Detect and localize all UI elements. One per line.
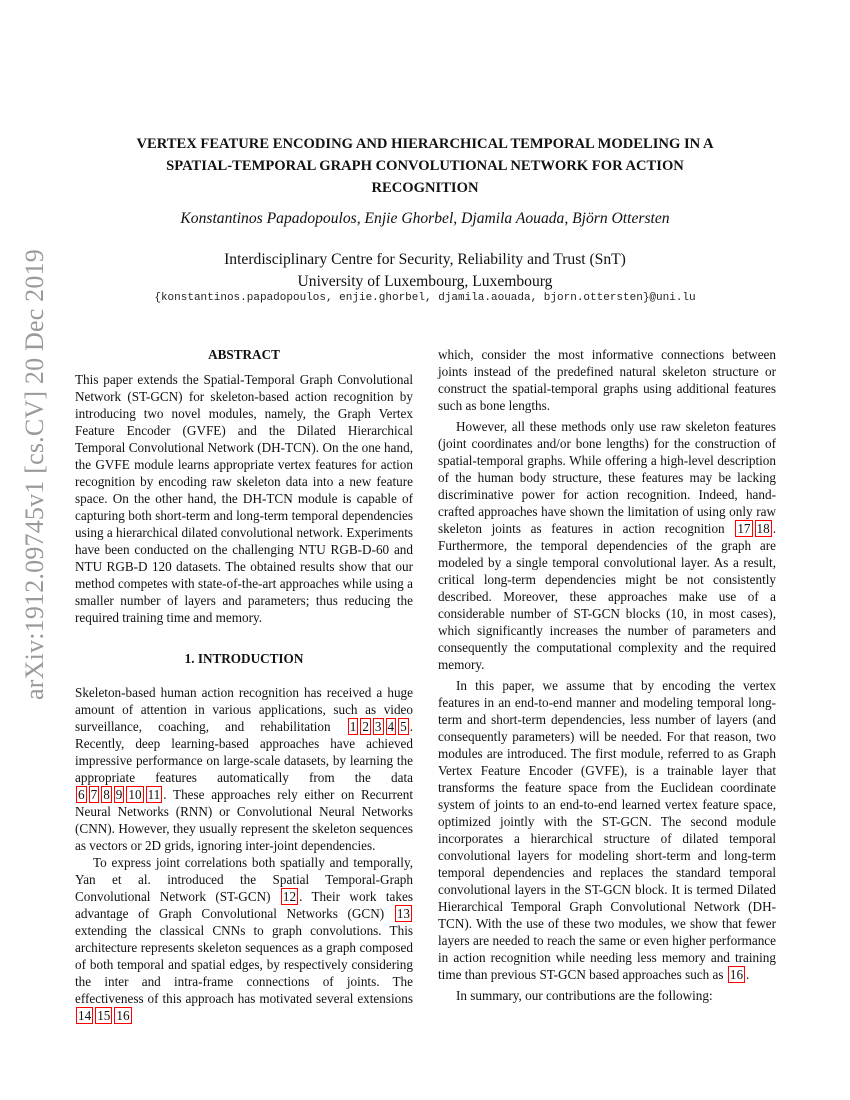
intro-p2-text-c: extending the classical CNNs to graph convolutions. This architecture represents skeleton sequences as a graph composed of both temporal and spatial edges, by respectively considering the inter and intra-frame connections of joints. The effectiveness of this approach has motivated several extensions	[75, 923, 413, 1006]
citation-link[interactable]: 18	[756, 521, 770, 536]
citation-link[interactable]: 10	[128, 787, 142, 802]
affiliation-line-2: University of Luxembourg, Luxembourg	[297, 273, 553, 290]
left-column	[75, 346, 413, 1024]
intro-paragraph-1	[75, 684, 413, 854]
citation-link[interactable]: 4	[387, 719, 395, 734]
author-list: Konstantinos Papadopoulos, Enjie Ghorbel, Djamila Aouada, Björn Ottersten	[180, 210, 670, 227]
author-emails: {konstantinos.papadopoulos, enjie.ghorbel, djamila.aouada, bjorn.ottersten}@uni.lu	[154, 292, 696, 304]
intro-paragraph-3: which, consider the most informative connections between joints instead of the predefined natural skeleton structure or construct the spatial-temporal graphs using additional features such as bone lengths.	[438, 347, 776, 413]
citation-link[interactable]: 1	[349, 719, 357, 734]
citation-link[interactable]: 11	[147, 787, 161, 802]
right-column	[438, 346, 776, 1004]
title-line-1: VERTEX FEATURE ENCODING AND HIERARCHICAL TEMPORAL MODELING IN A	[136, 136, 714, 152]
intro-p5-text-b: .	[746, 967, 750, 982]
intro-paragraph-6: In summary, our contributions are the following:	[456, 988, 713, 1003]
intro-heading: 1. INTRODUCTION	[184, 651, 304, 666]
citation-link[interactable]: 12	[282, 889, 297, 904]
citation-link[interactable]: 6	[78, 787, 85, 802]
affiliation	[0, 249, 850, 293]
citation-link[interactable]: 7	[90, 787, 98, 802]
intro-paragraph-5	[438, 677, 776, 983]
citation-link[interactable]: 13	[396, 906, 410, 921]
paper-title	[80, 133, 770, 199]
intro-p5-text-a: In this paper, we assume that by encoding the vertex features in an end-to-end manner and modeling temporal long-term and short-term dependencies, less number of layers (and consequently parameters) will be needed. For that reason, two modules are introduced. The first module, referred to as Graph Vertex Feature Encoder (GVFE), is a trainable layer that transforms the feature space from the Euclidean coordinate system of joints to an end-to-end learned vertex feature space, optimized jointly with the ST-GCN. The second module incorporates a hierarchical structure of dilated temporal convolutional layers for modeling short-term and long-term temporal dependencies and replaces the standard temporal convolutional layers in the ST-GCN block. It is termed Dilated Hierarchical Temporal Graph Convolutional Network (DH-TCN). With the use of these two modules, we show that fewer layers are needed to reach the same or even higher performance in action recognition while needing less memory and training time than previous ST-GCN based approaches such as	[438, 678, 776, 982]
citation-link[interactable]: 15	[97, 1008, 111, 1023]
title-line-2: SPATIAL-TEMPORAL GRAPH CONVOLUTIONAL NETWORK FOR ACTION	[166, 158, 684, 174]
intro-p4-text-b: . Furthermore, the temporal dependencies of the graph are modeled by a single temporal convolutional layer. As a result, critical long-term dependencies might be not consistently described. Moreover, these approaches make use of a considerable number of ST-GCN blocks (10, in most cases), which significantly increases the number of parameters and consequently the computational complexity and the required memory.	[438, 521, 776, 672]
affiliation-line-1: Interdisciplinary Centre for Security, Reliability and Trust (SnT)	[224, 251, 626, 268]
citation-link[interactable]: 17	[737, 521, 751, 536]
citation-link[interactable]: 16	[116, 1008, 130, 1023]
intro-p4-text-a: However, all these methods only use raw skeleton features (joint coordinates and/or bone lengths) for the construction of spatial-temporal graphs. While offering a high-level description of the human body structure, these features may be lacking discriminative power for action recognition. Indeed, hand-crafted approaches have shown the limitation of using only raw skeleton joints as features in action recognition	[438, 419, 776, 536]
intro-paragraph-2	[75, 854, 413, 1024]
citation-link[interactable]: 5	[400, 719, 407, 734]
abstract-text: This paper extends the Spatial-Temporal Graph Convolutional Network (ST-GCN) for skeleton-based action recognition by introducing two novel modules, namely, the Graph Vertex Feature Encoder (GVFE) and the Dilated Hierarchical Temporal Convolutional Network (DH-TCN). On the one hand, the GVFE module learns appropriate vertex features for action recognition by encoding raw skeleton data into a new feature space. On the other hand, the DH-TCN module is capable of capturing both short-term and long-term temporal dependencies using a hierarchical dilated convolutional network. Experiments have been conducted on the challenging NTU RGB-D-60 and NTU RGB-D 120 datasets. The obtained results show that our method competes with state-of-the-art approaches while using a smaller number of layers and parameters; thus reducing the required training time and memory.	[75, 372, 414, 625]
citation-link[interactable]: 14	[78, 1008, 92, 1023]
intro-p1-text-a: Skeleton-based human action recognition has received a huge amount of attention in various applications, such as video surveillance, coaching, and rehabilitation	[75, 685, 413, 734]
citation-link[interactable]: 16	[729, 967, 744, 982]
citation-link[interactable]: 9	[115, 787, 123, 802]
arxiv-stamp: arXiv:1912.09745v1 [cs.CV] 20 Dec 2019	[20, 249, 49, 700]
intro-paragraph-4	[438, 418, 776, 673]
intro-p1-text-c: . These approaches rely either on Recurrent Neural Networks (RNN) or Convolutional Neural Networks (CNN). However, they usually represent the skeleton sequences as vectors or 2D grids, ignoring inter-joint dependencies.	[75, 787, 413, 853]
citation-link[interactable]: 8	[103, 787, 110, 802]
citation-link[interactable]: 2	[362, 719, 369, 734]
intro-p1-text-b: . Recently, deep learning-based approaches have achieved impressive performance on large-scale datasets, by learning the appropriate features automatically from the data	[75, 719, 413, 785]
abstract-heading: ABSTRACT	[208, 347, 280, 362]
intro-p2-text-a: To express joint correlations both spatially and temporally, Yan et al. introduced the Spatial Temporal-Graph Convolutional Network (ST-GCN)	[75, 855, 413, 904]
citation-link[interactable]: 3	[374, 719, 382, 734]
title-line-3: RECOGNITION	[371, 180, 479, 196]
intro-p2-text-b: . Their work takes advantage of Graph Convolutional Networks (GCN)	[75, 889, 413, 921]
